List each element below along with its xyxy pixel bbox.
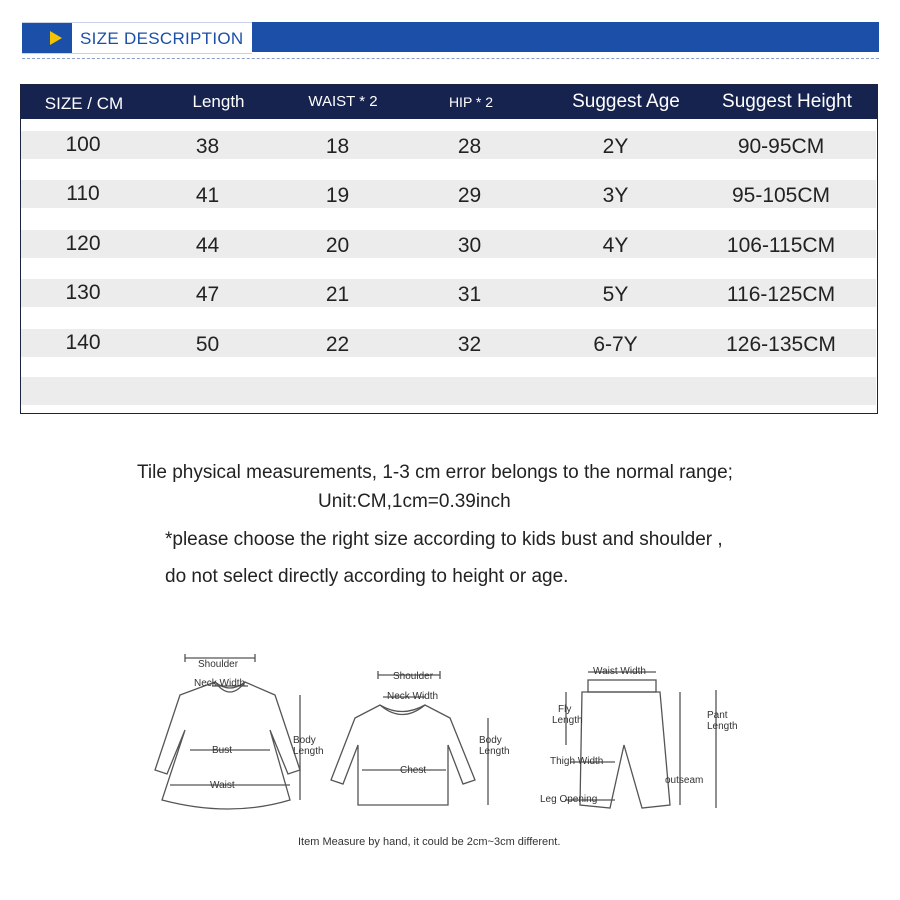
play-arrow-icon (50, 31, 62, 45)
table-header (21, 85, 877, 119)
cell-length: 41 (195, 184, 220, 207)
cell-length: 38 (195, 135, 220, 158)
cell-length: 44 (195, 234, 220, 257)
dress-shoulder-label: Shoulder (198, 659, 239, 670)
cell-size: 100 (65, 133, 101, 156)
cell-waist: 21 (325, 283, 350, 306)
cell-hip: 29 (457, 184, 482, 207)
pants-length-label: Length (707, 721, 738, 732)
banner-bar (252, 22, 879, 52)
diagram-caption: Item Measure by hand, it could be 2cm~3cm different. (298, 836, 561, 848)
cell-age: 2Y (602, 135, 629, 158)
cell-height: 106-115CM (726, 234, 836, 257)
top-chest-label: Chest (400, 765, 427, 776)
dress-body-label: Body (293, 735, 316, 746)
dress-length-label: Length (293, 746, 324, 757)
note-choose-size: *please choose the right size according to kids bust and shoulder , (165, 529, 723, 550)
cell-age: 3Y (602, 184, 629, 207)
section-banner (22, 22, 879, 52)
cell-hip: 32 (457, 333, 482, 356)
cell-waist: 20 (325, 234, 350, 257)
measurement-diagrams (130, 650, 770, 830)
pants-outseam-label: outseam (665, 775, 704, 786)
play-arrow-icon-box (22, 23, 72, 53)
top-length-label: Length (479, 746, 510, 757)
cell-height: 95-105CM (731, 184, 831, 207)
cell-waist: 22 (325, 333, 350, 356)
cell-age: 5Y (602, 283, 629, 306)
cell-waist: 18 (325, 135, 350, 158)
cell-height: 116-125CM (726, 283, 836, 306)
cell-hip: 28 (457, 135, 482, 158)
column-header-suggest-height: Suggest Height (722, 91, 852, 112)
banner-title-box (22, 22, 252, 54)
top-neck-width-label: Neck Width (387, 691, 439, 702)
note-measurement-error: Tile physical measurements, 1-3 cm error belongs to the normal range; (137, 462, 733, 483)
divider (22, 58, 879, 59)
pants-leg-opening-label: Leg Opening (540, 794, 598, 805)
cell-height: 90-95CM (737, 135, 825, 158)
cell-size: 140 (65, 331, 101, 354)
cell-age: 6-7Y (593, 333, 638, 356)
row-band (21, 377, 876, 405)
dress-waist-label: Waist (210, 780, 235, 791)
cell-length: 47 (195, 283, 220, 306)
column-header-size: SIZE / CM (44, 94, 124, 113)
cell-hip: 31 (457, 283, 482, 306)
note-do-not-select: do not select directly according to height or age. (165, 566, 569, 587)
column-header-suggest-age: Suggest Age (572, 91, 680, 112)
note-unit: Unit:CM,1cm=0.39inch (318, 491, 511, 512)
cell-age: 4Y (602, 234, 629, 257)
pants-waist-width-label: Waist Width (593, 666, 646, 677)
top-body-label: Body (479, 735, 502, 746)
column-header-hip: HIP * 2 (448, 94, 494, 110)
pants-fly-length-label: Length (552, 715, 583, 726)
cell-size: 110 (66, 182, 100, 205)
cell-hip: 30 (457, 234, 482, 257)
top-shoulder-label: Shoulder (393, 671, 434, 682)
cell-waist: 19 (325, 184, 350, 207)
dress-neck-width-label: Neck Width (194, 678, 246, 689)
cell-length: 50 (195, 333, 220, 356)
pants-thigh-width-label: Thigh Width (550, 756, 604, 767)
column-header-waist: WAIST * 2 (308, 93, 378, 110)
cell-height: 126-135CM (726, 333, 836, 356)
cell-size: 120 (65, 232, 101, 255)
pants-illustration (565, 672, 716, 808)
column-header-length: Length (192, 92, 245, 111)
dress-bust-label: Bust (212, 745, 233, 756)
pants-fly-label: Fly (558, 704, 572, 715)
cell-size: 130 (65, 281, 101, 304)
section-title: SIZE DESCRIPTION (80, 29, 244, 48)
pants-pant-label: Pant (707, 710, 728, 721)
